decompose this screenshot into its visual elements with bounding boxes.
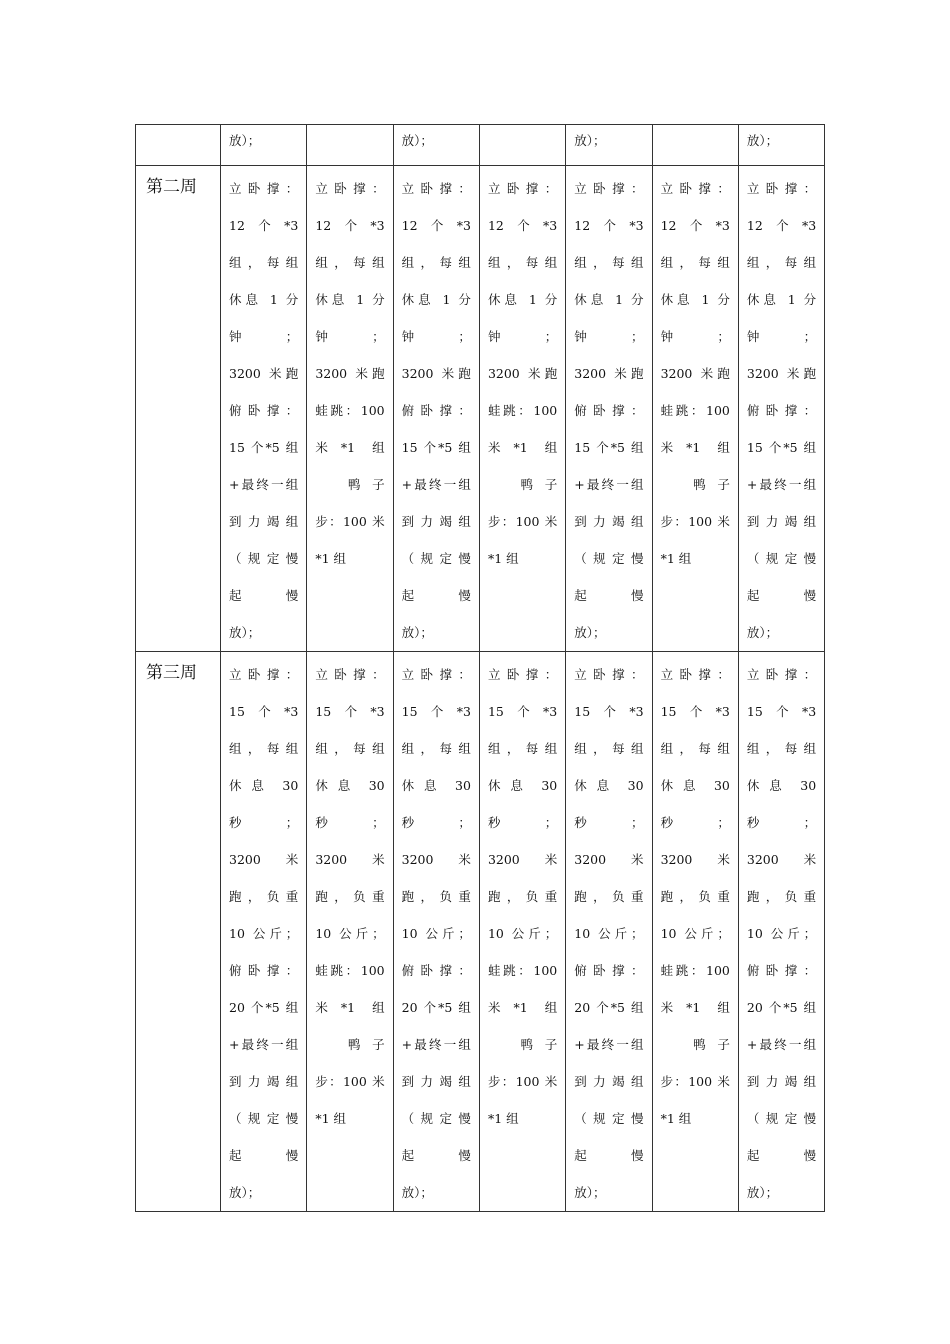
cell-line: *1 组 bbox=[660, 1111, 692, 1126]
cell-line: 3200 米跑 bbox=[401, 366, 471, 381]
cell-line: *1 组 bbox=[487, 551, 519, 566]
cell-line: 组，每组 bbox=[746, 741, 817, 756]
cell-line: 组，每组 bbox=[487, 741, 558, 756]
cell-line: 立卧撑： bbox=[487, 181, 558, 196]
cell-line: 俯卧撑： bbox=[401, 963, 471, 978]
cell-line: 3200 米 bbox=[401, 852, 471, 867]
cell-line: 10 公斤； bbox=[487, 926, 558, 941]
cell-line: +最终一组 bbox=[574, 477, 644, 492]
cell-line: 步：100 米 bbox=[315, 1074, 385, 1089]
schedule-cell bbox=[738, 652, 824, 1212]
schedule-cell bbox=[652, 652, 738, 1212]
cell-line: 10 公斤； bbox=[401, 926, 471, 941]
cell-line: 步：100 米 bbox=[487, 514, 558, 529]
cell-line: 立卧撑： bbox=[401, 181, 471, 196]
cell-line: 俯卧撑： bbox=[401, 403, 471, 418]
cell-line: 蛙跳：100 bbox=[315, 963, 385, 978]
cell-line: 秒； bbox=[574, 815, 644, 830]
cell-line: 秒； bbox=[487, 815, 558, 830]
cell-line: 起 慢 bbox=[229, 588, 299, 603]
table-row bbox=[136, 166, 825, 652]
cell-line: 组，每组 bbox=[315, 741, 385, 756]
cell-line: 10 公斤； bbox=[315, 926, 385, 941]
cell-line: 休息 1 分 bbox=[487, 292, 558, 307]
cell-line: 3200 米跑 bbox=[746, 366, 817, 381]
cell-line: （规定慢 bbox=[746, 551, 817, 566]
cell-line: 组，每组 bbox=[746, 255, 817, 270]
cell-line: 到力竭组 bbox=[401, 1074, 471, 1089]
cell-line: 跑，负重 bbox=[315, 889, 385, 904]
cell-line: （规定慢 bbox=[574, 551, 644, 566]
cell-line: 米*1 组 bbox=[315, 440, 385, 455]
cell-line: 起 慢 bbox=[401, 1148, 471, 1163]
cell-line: 休 息 30 bbox=[487, 778, 558, 793]
cell-line: 鸭 子 bbox=[315, 477, 385, 492]
cell-line: 钟； bbox=[229, 329, 299, 344]
cell-line: 3200 米跑 bbox=[229, 366, 299, 381]
schedule-cell bbox=[221, 166, 307, 652]
cell-line: （规定慢 bbox=[401, 1111, 471, 1126]
cell-line: 钟； bbox=[401, 329, 471, 344]
cell-line: *1 组 bbox=[315, 551, 346, 566]
cell-line: 跑，负重 bbox=[574, 889, 644, 904]
cell-line: +最终一组 bbox=[401, 1037, 471, 1052]
cell-line: *1 组 bbox=[315, 1111, 346, 1126]
cell-line: +最终一组 bbox=[746, 477, 817, 492]
cell-line: （规定慢 bbox=[229, 551, 299, 566]
cell-line: 10 公斤； bbox=[746, 926, 817, 941]
cell-line: 起 慢 bbox=[574, 1148, 644, 1163]
table-body bbox=[136, 125, 825, 1212]
cell-line: 到力竭组 bbox=[746, 514, 817, 529]
cell-line: 钟； bbox=[315, 329, 385, 344]
cell-line: 组，每组 bbox=[574, 255, 644, 270]
cell-line: （规定慢 bbox=[746, 1111, 817, 1126]
week-label: 第三周 bbox=[136, 652, 221, 1212]
cell-line: 休息 1 分 bbox=[229, 292, 299, 307]
cell-line: 放）； bbox=[401, 1185, 433, 1200]
cell-line: 立卧撑： bbox=[315, 181, 385, 196]
cell-line: 秒； bbox=[401, 815, 471, 830]
cell-line: 鸭 子 bbox=[487, 1037, 558, 1052]
cell-line: 到力竭组 bbox=[229, 514, 299, 529]
cell-line: 组，每组 bbox=[574, 741, 644, 756]
cell-line: +最终一组 bbox=[401, 477, 471, 492]
cell-line: 15 个 *3 bbox=[746, 704, 817, 719]
schedule-cell bbox=[479, 125, 565, 166]
cell-line: 秒； bbox=[746, 815, 817, 830]
cell-line: 15 个 *3 bbox=[574, 704, 644, 719]
cell-line: 休 息 30 bbox=[315, 778, 385, 793]
cell-line: 休 息 30 bbox=[574, 778, 644, 793]
cell-line: 米*1 组 bbox=[487, 440, 558, 455]
cell-line: 组，每组 bbox=[660, 255, 730, 270]
cell-line: 放）； bbox=[574, 133, 606, 148]
cell-line: 休 息 30 bbox=[401, 778, 471, 793]
cell-line: 起 慢 bbox=[229, 1148, 299, 1163]
cell-line: 3200 米跑 bbox=[315, 366, 385, 381]
cell-line: 放）； bbox=[574, 1185, 606, 1200]
cell-line: 20 个*5 组 bbox=[574, 1000, 644, 1015]
cell-line: 到力竭组 bbox=[229, 1074, 299, 1089]
schedule-cell bbox=[652, 125, 738, 166]
cell-line: 12 个 *3 bbox=[401, 218, 471, 233]
cell-line: 休息 1 分 bbox=[660, 292, 730, 307]
cell-line: 鸭 子 bbox=[487, 477, 558, 492]
cell-line: 跑，负重 bbox=[229, 889, 299, 904]
cell-line: 15 个 *3 bbox=[315, 704, 385, 719]
cell-line: *1 组 bbox=[487, 1111, 519, 1126]
cell-line: 20 个*5 组 bbox=[229, 1000, 299, 1015]
cell-line: 10 公斤； bbox=[574, 926, 644, 941]
cell-line: 放）； bbox=[229, 625, 261, 640]
cell-line: 米*1 组 bbox=[487, 1000, 558, 1015]
cell-line: 15 个 *3 bbox=[660, 704, 730, 719]
cell-line: 鸭 子 bbox=[660, 477, 730, 492]
cell-line: 立卧撑： bbox=[746, 667, 817, 682]
cell-line: 3200 米 bbox=[660, 852, 730, 867]
cell-line: 15 个 *3 bbox=[401, 704, 471, 719]
cell-line: 立卧撑： bbox=[229, 667, 299, 682]
cell-line: +最终一组 bbox=[574, 1037, 644, 1052]
cell-line: （规定慢 bbox=[229, 1111, 299, 1126]
cell-line: 放）； bbox=[229, 1185, 261, 1200]
schedule-cell bbox=[307, 166, 393, 652]
cell-line: 立卧撑： bbox=[487, 667, 558, 682]
cell-line: 米*1 组 bbox=[660, 440, 730, 455]
cell-line: 立卧撑： bbox=[660, 181, 730, 196]
cell-line: 到力竭组 bbox=[401, 514, 471, 529]
cell-line: 起 慢 bbox=[746, 588, 817, 603]
cell-line: +最终一组 bbox=[229, 477, 299, 492]
cell-line: 20 个*5 组 bbox=[746, 1000, 817, 1015]
cell-line: 起 慢 bbox=[746, 1148, 817, 1163]
cell-line: 3200 米 bbox=[315, 852, 385, 867]
cell-line: 步：100 米 bbox=[660, 514, 730, 529]
cell-line: 休 息 30 bbox=[229, 778, 299, 793]
cell-line: 跑，负重 bbox=[487, 889, 558, 904]
cell-line: 跑，负重 bbox=[746, 889, 817, 904]
cell-line: 组，每组 bbox=[229, 741, 299, 756]
schedule-cell bbox=[566, 166, 652, 652]
cell-line: 3200 米 bbox=[487, 852, 558, 867]
cell-line: 立卧撑： bbox=[574, 667, 644, 682]
cell-line: 组，每组 bbox=[660, 741, 730, 756]
cell-line: 3200 米跑 bbox=[660, 366, 730, 381]
cell-line: 组，每组 bbox=[487, 255, 558, 270]
schedule-cell bbox=[479, 652, 565, 1212]
cell-line: 米*1 组 bbox=[660, 1000, 730, 1015]
cell-line: 立卧撑： bbox=[401, 667, 471, 682]
cell-line: 到力竭组 bbox=[574, 1074, 644, 1089]
cell-line: 12 个 *3 bbox=[229, 218, 299, 233]
cell-line: 10 公斤； bbox=[229, 926, 299, 941]
training-schedule-table bbox=[135, 124, 825, 1212]
cell-line: 休息 1 分 bbox=[746, 292, 817, 307]
week-label: 第二周 bbox=[136, 166, 221, 652]
cell-line: 组，每组 bbox=[229, 255, 299, 270]
cell-line: 组，每组 bbox=[401, 255, 471, 270]
cell-line: 步：100 米 bbox=[660, 1074, 730, 1089]
cell-line: 秒； bbox=[660, 815, 730, 830]
cell-line: 钟； bbox=[746, 329, 817, 344]
cell-line: 到力竭组 bbox=[574, 514, 644, 529]
cell-line: 休 息 30 bbox=[746, 778, 817, 793]
cell-line: 3200 米 bbox=[746, 852, 817, 867]
cell-line: （规定慢 bbox=[574, 1111, 644, 1126]
cell-line: 米*1 组 bbox=[315, 1000, 385, 1015]
cell-line: *1 组 bbox=[660, 551, 692, 566]
cell-line: 10 公斤； bbox=[660, 926, 730, 941]
cell-line: 步：100 米 bbox=[487, 1074, 558, 1089]
cell-line: 俯卧撑： bbox=[746, 403, 817, 418]
cell-line: 放）； bbox=[746, 1185, 779, 1200]
cell-line: 3200 米跑 bbox=[487, 366, 558, 381]
schedule-cell bbox=[221, 652, 307, 1212]
cell-line: +最终一组 bbox=[229, 1037, 299, 1052]
cell-line: 鸭 子 bbox=[315, 1037, 385, 1052]
table-row bbox=[136, 652, 825, 1212]
cell-line: 20 个*5 组 bbox=[401, 1000, 471, 1015]
cell-line: 跑，负重 bbox=[660, 889, 730, 904]
cell-line: 放）； bbox=[746, 625, 779, 640]
cell-line: 放）； bbox=[574, 625, 606, 640]
cell-line: 立卧撑： bbox=[315, 667, 385, 682]
schedule-cell bbox=[221, 125, 307, 166]
cell-line: 蛙跳：100 bbox=[660, 963, 730, 978]
cell-line: 鸭 子 bbox=[660, 1037, 730, 1052]
cell-line: 放）； bbox=[401, 133, 433, 148]
schedule-cell bbox=[307, 652, 393, 1212]
cell-line: 休息 1 分 bbox=[574, 292, 644, 307]
cell-line: 跑，负重 bbox=[401, 889, 471, 904]
schedule-cell bbox=[393, 652, 479, 1212]
cell-line: 俯卧撑： bbox=[574, 403, 644, 418]
schedule-cell bbox=[738, 125, 824, 166]
cell-line: 俯卧撑： bbox=[229, 963, 299, 978]
cell-line: 12 个 *3 bbox=[574, 218, 644, 233]
cell-line: 3200 米跑 bbox=[574, 366, 644, 381]
cell-line: （规定慢 bbox=[401, 551, 471, 566]
cell-line: 蛙跳：100 bbox=[487, 963, 558, 978]
schedule-cell bbox=[307, 125, 393, 166]
cell-line: 放）； bbox=[229, 133, 261, 148]
schedule-cell bbox=[738, 166, 824, 652]
cell-line: 15 个*5 组 bbox=[401, 440, 471, 455]
cell-line: 休息 1 分 bbox=[401, 292, 471, 307]
schedule-cell bbox=[393, 125, 479, 166]
cell-line: 12 个 *3 bbox=[660, 218, 730, 233]
cell-line: 立卧撑： bbox=[574, 181, 644, 196]
cell-line: 3200 米 bbox=[229, 852, 299, 867]
cell-line: 钟； bbox=[574, 329, 644, 344]
cell-line: 12 个 *3 bbox=[315, 218, 385, 233]
cell-line: 3200 米 bbox=[574, 852, 644, 867]
cell-line: 休 息 30 bbox=[660, 778, 730, 793]
cell-line: 立卧撑： bbox=[660, 667, 730, 682]
cell-line: 到力竭组 bbox=[746, 1074, 817, 1089]
cell-line: 钟； bbox=[487, 329, 558, 344]
cell-line: 俯卧撑： bbox=[746, 963, 817, 978]
schedule-cell bbox=[479, 166, 565, 652]
cell-line: 15 个 *3 bbox=[487, 704, 558, 719]
week-label bbox=[136, 125, 221, 166]
schedule-cell bbox=[566, 125, 652, 166]
table-row bbox=[136, 125, 825, 166]
cell-line: 步：100 米 bbox=[315, 514, 385, 529]
cell-line: 起 慢 bbox=[574, 588, 644, 603]
cell-line: 放）； bbox=[746, 133, 779, 148]
cell-line: 俯卧撑： bbox=[229, 403, 299, 418]
cell-line: 秒； bbox=[229, 815, 299, 830]
cell-line: 12 个 *3 bbox=[746, 218, 817, 233]
cell-line: +最终一组 bbox=[746, 1037, 817, 1052]
schedule-cell bbox=[393, 166, 479, 652]
cell-line: 蛙跳：100 bbox=[315, 403, 385, 418]
cell-line: 立卧撑： bbox=[746, 181, 817, 196]
cell-line: 立卧撑： bbox=[229, 181, 299, 196]
cell-line: 组，每组 bbox=[401, 741, 471, 756]
cell-line: 蛙跳：100 bbox=[660, 403, 730, 418]
cell-line: 休息 1 分 bbox=[315, 292, 385, 307]
cell-line: 15 个 *3 bbox=[229, 704, 299, 719]
cell-line: 放）； bbox=[401, 625, 433, 640]
schedule-cell bbox=[566, 652, 652, 1212]
schedule-cell bbox=[652, 166, 738, 652]
cell-line: 秒； bbox=[315, 815, 385, 830]
cell-line: 15 个*5 组 bbox=[574, 440, 644, 455]
cell-line: 起 慢 bbox=[401, 588, 471, 603]
cell-line: 钟； bbox=[660, 329, 730, 344]
cell-line: 15 个*5 组 bbox=[229, 440, 299, 455]
cell-line: 15 个*5 组 bbox=[746, 440, 817, 455]
cell-line: 俯卧撑： bbox=[574, 963, 644, 978]
cell-line: 组，每组 bbox=[315, 255, 385, 270]
cell-line: 蛙跳：100 bbox=[487, 403, 558, 418]
cell-line: 12 个 *3 bbox=[487, 218, 558, 233]
